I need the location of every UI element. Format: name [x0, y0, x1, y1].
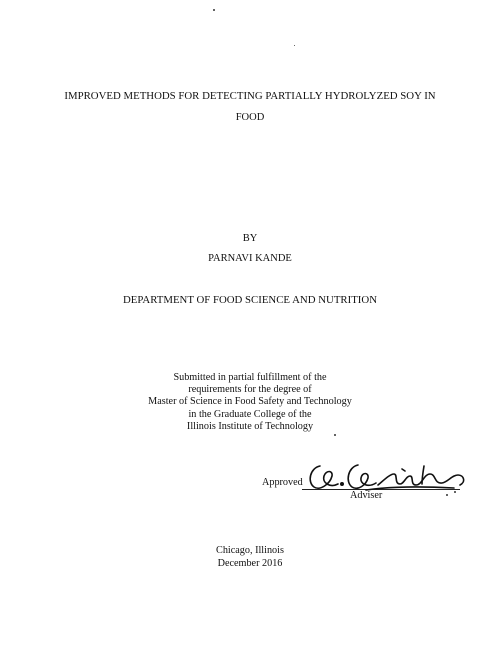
- scan-speck: [446, 494, 448, 496]
- submission-statement: [0, 372, 500, 433]
- adviser-label: Adviser: [350, 490, 383, 501]
- thesis-title-line-1: IMPROVED METHODS FOR DETECTING PARTIALLY HYDROLYZED SOY IN: [64, 90, 436, 102]
- scan-speck: [334, 434, 336, 436]
- date: December 2016: [217, 557, 283, 569]
- place: Chicago, Illinois: [216, 545, 284, 556]
- scan-speck: [294, 45, 295, 46]
- place-and-date: [0, 545, 500, 570]
- by-label: BY: [242, 233, 258, 244]
- author-name: PARNAVI KANDE: [208, 253, 292, 264]
- department-name: DEPARTMENT OF FOOD SCIENCE AND NUTRITION: [123, 294, 377, 306]
- approved-label: Approved: [262, 477, 303, 488]
- approval-block: [262, 460, 472, 508]
- submission-line: in the Graduate College of the: [188, 408, 312, 420]
- scan-speck: [454, 491, 456, 493]
- adviser-signature: [306, 460, 471, 496]
- submission-line: requirements for the degree of: [188, 384, 312, 396]
- submission-line: Master of Science in Food Safety and Technology: [148, 396, 352, 408]
- thesis-title-line-2: FOOD: [235, 112, 265, 123]
- submission-line: Submitted in partial fulfillment of the: [173, 372, 327, 383]
- submission-line: Illinois Institute of Technology: [186, 420, 314, 432]
- scan-speck: [213, 9, 215, 11]
